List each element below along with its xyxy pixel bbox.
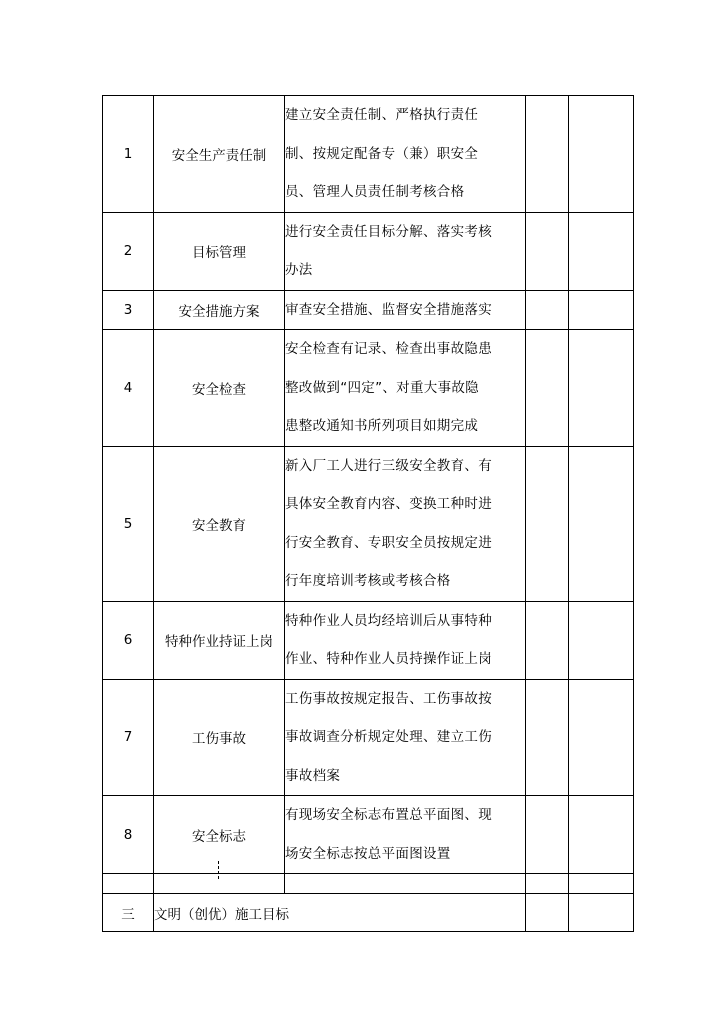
row-number: 7	[103, 679, 154, 796]
empty-cell	[569, 874, 634, 894]
section-number: 三	[103, 894, 154, 932]
item-name: 安全检查	[154, 330, 285, 447]
requirement-line: 行安全教育、专职安全员按规定进	[285, 534, 492, 551]
requirement-line: 行年度培训考核或考核合格	[285, 573, 451, 589]
section-title: 文明（创优）施工目标	[154, 894, 526, 932]
requirement-line: 事故档案	[285, 767, 341, 784]
requirement-cell	[285, 212, 526, 290]
requirement-line: 安全检查有记录、检查出事故隐患	[285, 341, 492, 357]
item-name: 安全生产责任制	[154, 96, 285, 213]
empty-cell	[526, 446, 569, 601]
requirement-line: 特种作业人员均经培训后从事特种	[285, 612, 492, 629]
requirement-cell	[285, 796, 526, 874]
table-row	[103, 874, 634, 894]
table-row	[103, 601, 634, 679]
requirement-line: 员、管理人员责任制考核合格	[285, 184, 465, 200]
table-row	[103, 290, 634, 330]
requirement-cell	[285, 96, 526, 213]
empty-cell	[103, 874, 154, 894]
requirement-line: 场安全标志按总平面图设置	[285, 845, 451, 862]
row-number: 2	[103, 212, 154, 290]
row-number: 1	[103, 96, 154, 213]
empty-cell	[569, 96, 634, 213]
empty-cell	[285, 874, 526, 894]
row-number: 4	[103, 330, 154, 447]
row-number: 6	[103, 601, 154, 679]
item-name: 目标管理	[154, 212, 285, 290]
row-number: 8	[103, 796, 154, 874]
empty-cell	[526, 796, 569, 874]
row-number: 5	[103, 446, 154, 601]
empty-cell	[526, 212, 569, 290]
requirement-line: 具体安全教育内容、变换工种时进	[285, 496, 492, 512]
requirement-cell	[285, 330, 526, 447]
requirement-line: 办法	[285, 262, 313, 278]
item-name: 安全措施方案	[154, 290, 285, 330]
section-row	[103, 894, 634, 932]
empty-cell	[569, 601, 634, 679]
requirement-line: 事故调查分析规定处理、建立工伤	[285, 729, 492, 745]
empty-cell	[526, 290, 569, 330]
requirement-line: 新入厂工人进行三级安全教育、有	[285, 457, 492, 474]
item-name: 安全教育	[154, 446, 285, 601]
empty-cell	[569, 212, 634, 290]
requirement-line: 进行安全责任目标分解、落实考核	[285, 223, 492, 240]
empty-cell	[569, 290, 634, 330]
dashed-divider	[218, 861, 219, 879]
empty-cell	[569, 796, 634, 874]
requirement-line: 建立安全责任制、严格执行责任	[285, 107, 479, 123]
empty-cell	[569, 679, 634, 796]
row-number: 3	[103, 290, 154, 330]
requirement-cell	[285, 290, 526, 330]
table-row	[103, 796, 634, 874]
item-name: 工伤事故	[154, 679, 285, 796]
requirement-cell	[285, 679, 526, 796]
table-row	[103, 446, 634, 601]
requirement-cell	[285, 601, 526, 679]
empty-cell	[569, 446, 634, 601]
empty-cell	[526, 330, 569, 447]
requirement-line: 整改做到“四定”、对重大事故隐	[285, 379, 479, 396]
empty-cell	[526, 601, 569, 679]
empty-cell	[526, 96, 569, 213]
requirement-line: 患整改通知书所列项目如期完成	[285, 418, 479, 434]
empty-cell	[526, 874, 569, 894]
safety-target-table	[102, 95, 634, 932]
empty-cell	[526, 894, 569, 932]
requirement-line: 作业、特种作业人员持操作证上岗	[285, 651, 492, 667]
requirement-line: 有现场安全标志布置总平面图、现	[285, 807, 492, 823]
table-row	[103, 212, 634, 290]
item-name: 安全标志	[154, 796, 285, 874]
requirement-line: 制、按规定配备专（兼）职安全	[285, 145, 479, 162]
requirement-cell	[285, 446, 526, 601]
table-row	[103, 679, 634, 796]
requirement-line: 审查安全措施、监督安全措施落实	[285, 301, 492, 318]
requirement-line: 工伤事故按规定报告、工伤事故按	[285, 690, 492, 707]
empty-cell	[526, 679, 569, 796]
empty-cell	[569, 894, 634, 932]
table-row	[103, 96, 634, 213]
table-row	[103, 330, 634, 447]
empty-cell	[154, 874, 285, 894]
empty-cell	[569, 330, 634, 447]
item-name: 特种作业持证上岗	[154, 601, 285, 679]
